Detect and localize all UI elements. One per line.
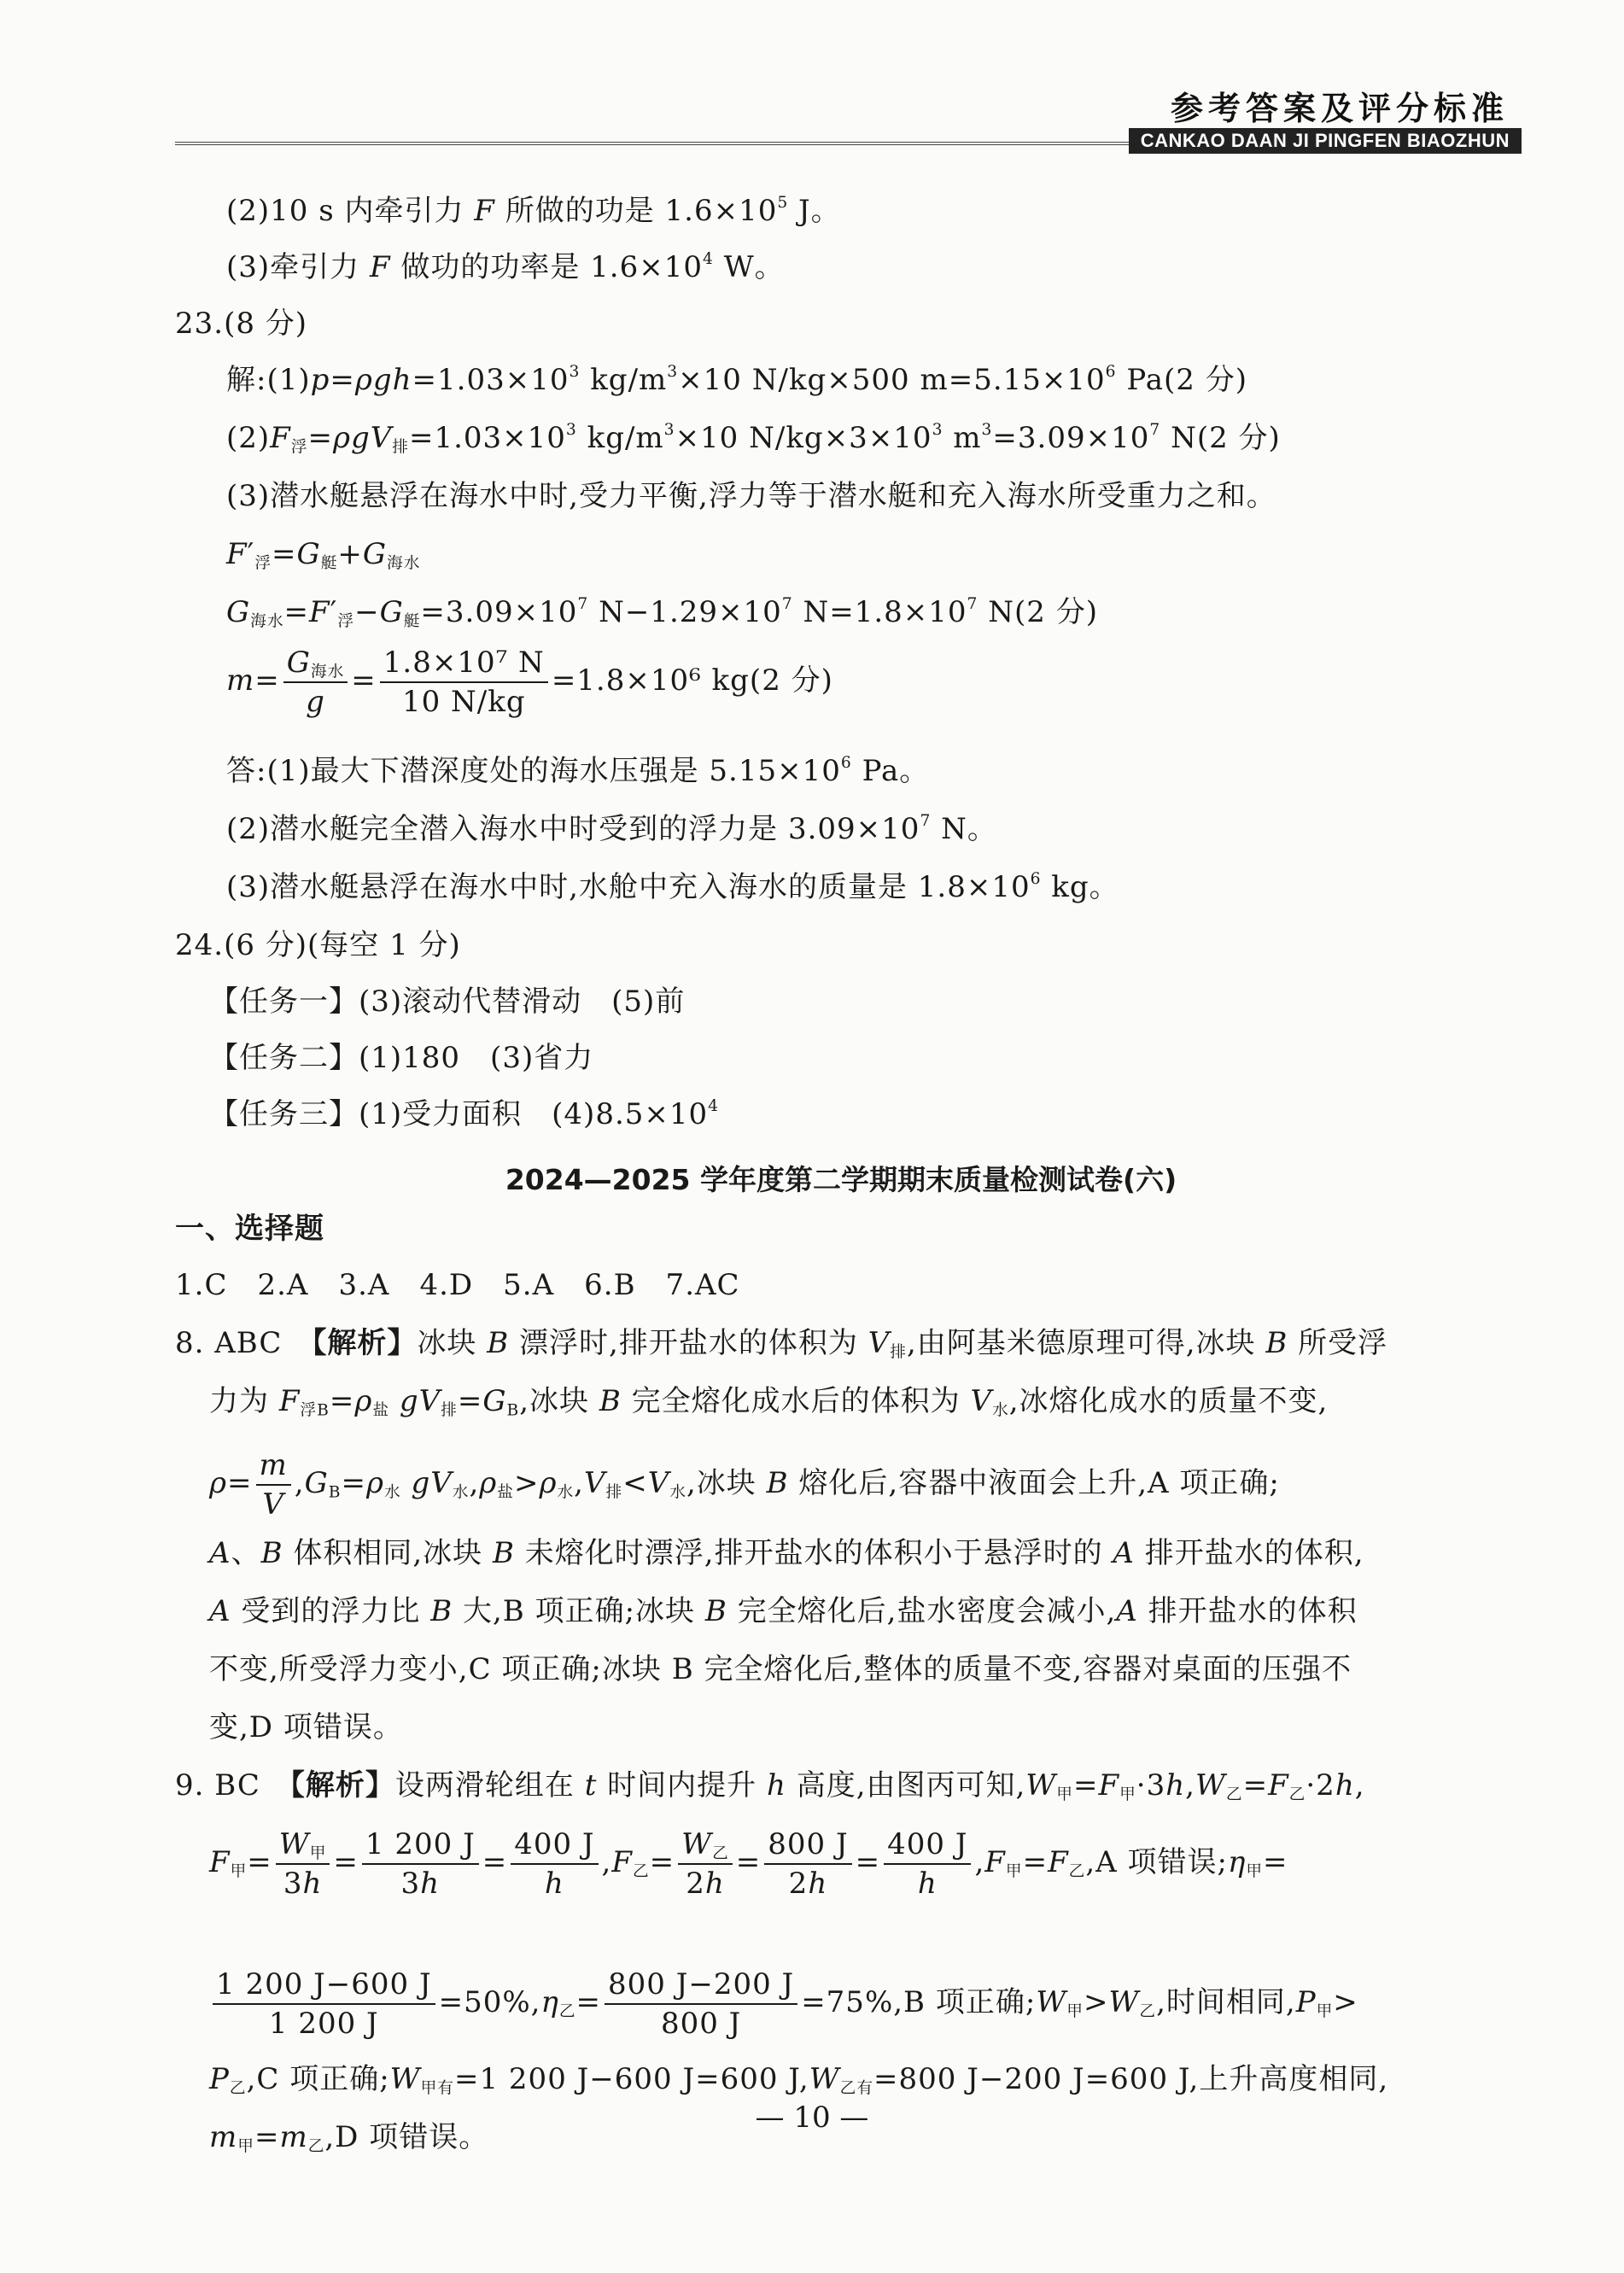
q22-answer-3: (3)牵引力 F 做功的功率是 $1.6\times 10^4$ W。 [226,250,785,284]
q8-line-1: 8. ABC 【解析】冰块 B 漂浮时,排开盐水的体积为 $V_排$,由阿基米德原理可得,冰块 B 所受浮 [175,1326,1388,1362]
q23-step-1: 解$:(1)p=\rho gh=1.03\times 10^3$ $kg/m^3\times 10$ N/kg×500 $m=5.15\times 10^6$ Pa(2 分) [226,363,1247,397]
q9-line-2: $F_甲=$ $\frac{W_甲}{3h}$ = $\frac{1 200 J}{3h}$ = $\frac{400 J}{h}$ $,F_乙=$ $\frac{W_乙}{2h}$ = $\frac{800 J}{2h}$ = $\frac{400 J}{h}$ $,F_甲=F_乙,A$ 项错误$;\eta_甲=$ [209,1827,1288,1901]
q23-answer-1: 答:(1)最大下潜深度处的海水压强是 $5.15\times 10^6$ Pa。 [226,754,930,788]
q9-line-5: $m_甲=m_乙,D$ 项错误。 [209,2120,489,2156]
q23-answer-3: (3)潜水艇悬浮在海水中时,水舱中充入海水的质量是 $1.8\times 10^6$ kg。 [226,870,1119,904]
header-title: 参考答案及评分标准 [1170,90,1509,127]
q24-task-3: 【任务三】(1)受力面积 $(4)8.5\times 10^4$ [209,1097,720,1131]
page-number: — 10 — [755,2101,869,2135]
page-header [0,0,1624,171]
q22-answer-2: (2)10 s 内牵引力 F 所做的功是 $1.6\times 10^5$ J。 [226,194,841,228]
q9-line-3: $\frac{1 200 J-600 J}{1 200 J}$ $=50\%,\eta_乙=$ $\frac{800 J-200 J}{800 J}$ =75%,B 项正确$;W_甲>W_乙$,时间相同$,P_甲>$ [209,1967,1358,2041]
q8-line-6: 不变,所受浮力变小,C 项正确;冰块 B 完全熔化后,整体的质量不变,容器对桌面的压强不 [209,1652,1352,1686]
q8-line-7: 变,D 项错误。 [209,1710,403,1744]
q9-line-4: $P_乙,C$ 项正确$;W_{甲有}=1$ 200 J−600 J=600 $J,W_{乙有}=800$ J−200 J=600 J,上升高度相同, [209,2062,1389,2098]
q24-task-1: 【任务一】(3)滚动代替滑动 (5)前 [209,985,686,1019]
q23-step-4: $F'_浮=G_艇+G_{海水}$ [226,537,421,573]
q23-step-3: (3)潜水艇悬浮在海水中时,受力平衡,浮力等于潜水艇和充入海水所受重力之和。 [226,479,1276,513]
q9-line-1: 9. BC 【解析】设两滑轮组在 t 时间内提升 h 高度,由图丙可知$,W_甲=F_甲\cdot 3h,W_乙=F_乙\cdot 2h$, [175,1768,1365,1804]
q23-answer-2: (2)潜水艇完全潜入海水中时受到的浮力是 $3.09\times 10^7$ N。 [226,812,997,846]
q23-step-2: $(2)F_浮=\rho gV_排=1.03\times 10^3$ $kg/m^3\times 10$ $N/kg\times 3\times 10^3$ $m^3=3.09\times 10^7$ N(2 分) [226,421,1281,457]
q8-line-2: 力为 $F_{浮B}=\rho_盐$ $gV_排=G_B$,冰块 B 完全熔化成水后的体积为 $V_水$,冰熔化成水的质量不变, [209,1384,1329,1420]
choice-answers: 1.C 2.A 3.A 4.D 5.A 6.B 7.AC [175,1268,740,1302]
q8-line-3: ρ= $\frac{m}{V}$ $,G_B=\rho_水$ $gV_水,\rho_盐>\rho_水,V_排<V_水$,冰块 B 熔化后,容器中液面会上升,A 项正确; [209,1448,1280,1522]
q24-heading: 24.(6 分)(每空 1 分) [175,928,461,962]
section-title: 一、选择题 [175,1212,324,1246]
q23-step-6: m= $\frac{G_{海水}}{g}$ = $\frac{\text{1.8×10⁷ N}}{10 N/kg}$ =1.8×10⁶ kg(2 分) [226,646,833,719]
header-subtitle: CANKAO DAAN JI PINGFEN BIAOZHUN [1129,128,1522,154]
q23-step-5: $G_{海水}=F'_浮-G_艇=3.09\times 10^7$ $N-1.29\times 10^7$ $N=1.8\times 10^7$ N(2 分) [226,595,1098,631]
q24-task-2: 【任务二】(1)180 (3)省力 [209,1041,594,1075]
q8-line-5: A 受到的浮力比 B 大,B 项正确;冰块 B 完全熔化后,盐水密度会减小,A 排开盐水的体积 [209,1594,1358,1628]
exam-title: 2024—2025 学年度第二学期期末质量检测试卷(六) [505,1163,1177,1196]
q23-heading: 23.(8 分) [175,307,308,341]
q8-line-4: A、B 体积相同,冰块 B 未熔化时漂浮,排开盐水的体积小于悬浮时的 A 排开盐水的体积, [209,1536,1364,1570]
